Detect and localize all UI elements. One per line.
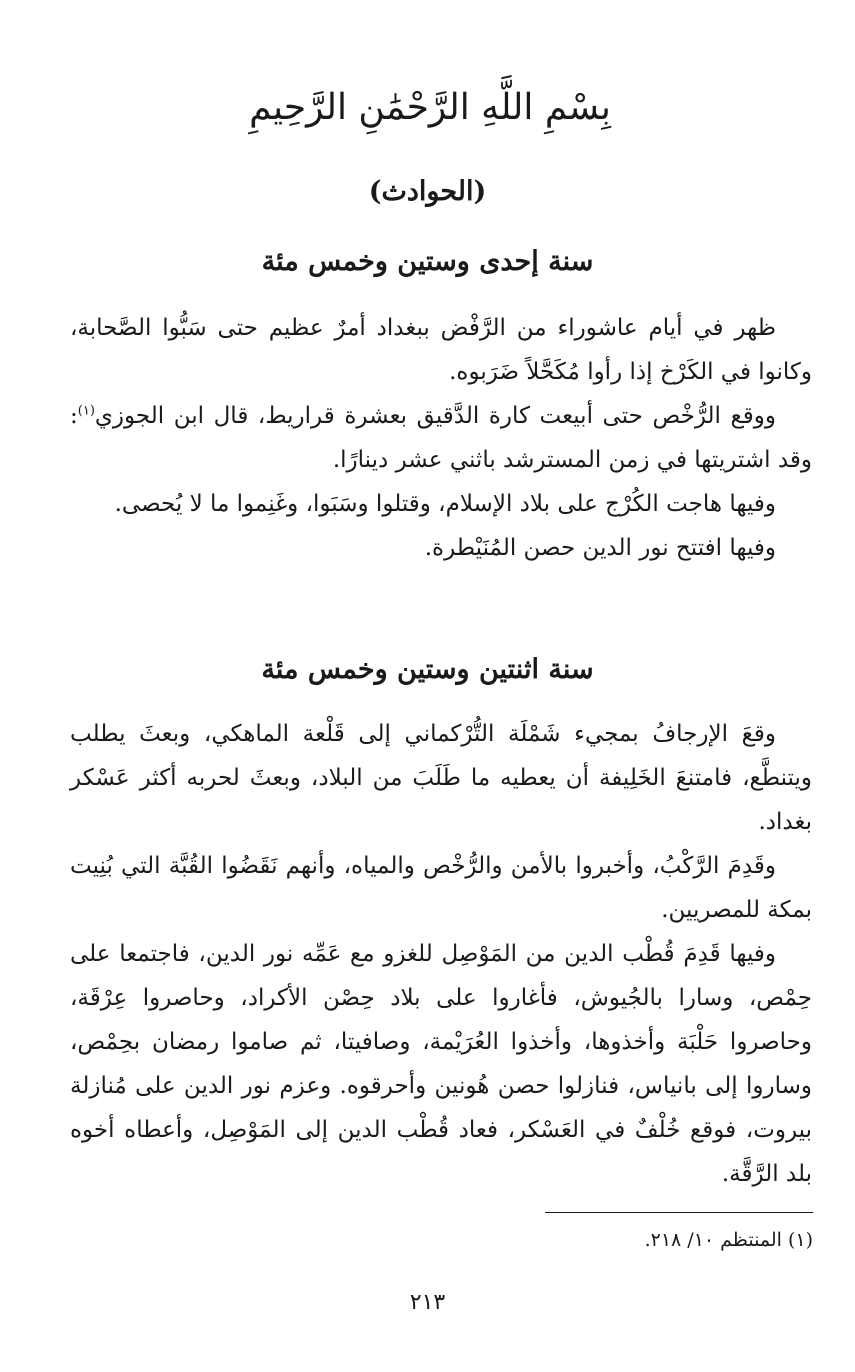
paragraph: وفيها هاجت الكُرْج على بلاد الإسلام، وقتلوا وسَبَوا، وغَنِموا ما لا يُحصى. xyxy=(114,491,776,517)
paragraph xyxy=(70,394,812,482)
paragraph: وقعَ الإرجافُ بمجيء شَمْلَة التُّرْكماني إلى قَلْعة الماهكي، وبعثَ يطلب ويتنطَّع، فامتنعَ الخَلِيفة أن يعطيه ما طَلَبَ من البلاد، وبعثَ لحربه أكثر عَسْكر بغداد. xyxy=(70,721,812,835)
section-heading-562: سنة اثنتين وستين وخمس مئة xyxy=(261,654,594,685)
paragraph-text: : وقد اشتريتها في زمن المسترشد باثني عشر دينارًا. xyxy=(70,403,812,473)
footnote-divider xyxy=(545,1212,813,1213)
paragraph: وقَدِمَ الرَّكْبُ، وأخبروا بالأمن والرُّخْص والمياه، وأنهم نَقَضُوا القُبَّة التي بُنِيت بمكة للمصريين. xyxy=(70,853,812,923)
section-body-562 xyxy=(70,712,812,1196)
paragraph-text: ووقع الرُّخْص حتى أبيعت كارة الدَّقيق بعشرة قراريط، قال ابن الجوزي xyxy=(94,403,776,429)
page-title: (الحوادث) xyxy=(368,176,487,207)
basmala-header: بِسْمِ اللَّهِ الرَّحْمَٰنِ الرَّحِيمِ xyxy=(249,87,611,128)
paragraph: وفيها افتتح نور الدين حصن المُنَيْطرة. xyxy=(424,535,776,561)
section-body-561 xyxy=(70,306,812,570)
section-heading-561: سنة إحدى وستين وخمس مئة xyxy=(261,246,594,277)
page-number: ٢١٣ xyxy=(409,1290,446,1315)
paragraph: وفيها قَدِمَ قُطْب الدين من المَوْصِل للغزو مع عَمِّه نور الدين، فاجتمعا على حِمْص، وسارا بالجُيوش، فأغاروا على بلاد حِصْن الأكراد، وحاصروا عِرْقَة، وحاصروا حَلْبَة وأخذوها، وأخذوا العُرَيْمة، وصافيتا، ثم صاموا رمضان بحِمْص، وساروا إلى بانياس، فنازلوا حصن هُونين وأحرقوه. وعزم نور الدين على مُنازلة بيروت، فوقع خُلْفٌ في العَسْكر، فعاد قُطْب الدين إلى المَوْصِل، وأعطاه أخوه بلد الرَّقَّة. xyxy=(70,941,812,1187)
footnote: (١) المنتظم ١٠/ ٢١٨. xyxy=(644,1229,813,1251)
paragraph: ظهر في أيام عاشوراء من الرَّفْض ببغداد أمرٌ عظيم حتى سَبُّوا الصَّحابة، وكانوا في الكَرْخ إذا رأوا مُكَحَّلاً ضَرَبوه. xyxy=(70,315,812,385)
footnote-marker: (١) xyxy=(77,403,95,419)
